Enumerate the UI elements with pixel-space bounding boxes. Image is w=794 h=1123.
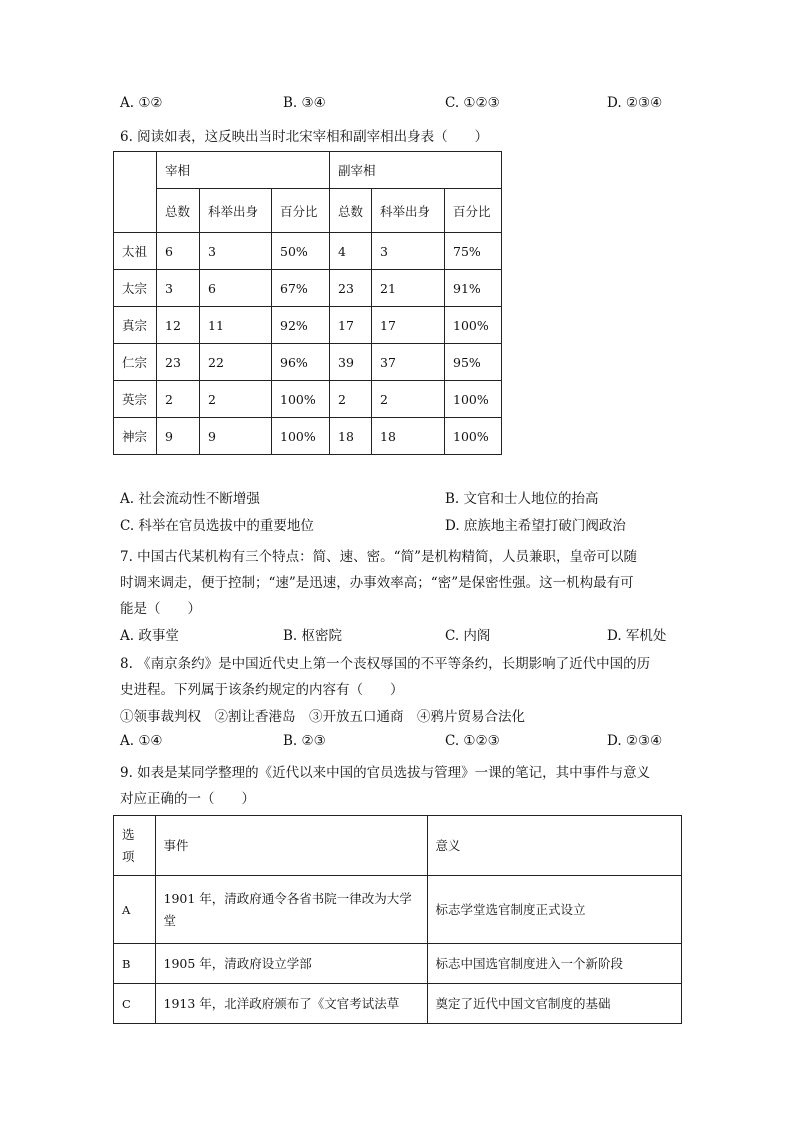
q5-option-b[interactable]: B. ③④ (283, 95, 326, 111)
table-cell: 37 (372, 344, 445, 381)
q6-option-a[interactable]: A. 社会流动性不断增强 (120, 491, 260, 507)
table-row (114, 876, 682, 944)
table-cell: 11 (200, 307, 272, 344)
q6-stem: 6. 阅读如表，这反映出当时北宋宰相和副宰相出身表（ ） (120, 129, 489, 145)
table-cell: 2 (330, 381, 372, 418)
table-cell: 3 (372, 233, 445, 270)
q9-stem-line-1: 9. 如表是某同学整理的《近代以来中国的官员选拔与管理》一课的笔记，其中事件与意义 (120, 765, 651, 781)
table-cell: 太宗 (114, 270, 157, 307)
table-cell: 4 (330, 233, 372, 270)
table-cell: 23 (330, 270, 372, 307)
table-cell: 22 (200, 344, 272, 381)
table-cell: 91% (445, 270, 502, 307)
table-header-cell: 百分比 (445, 189, 502, 233)
table-cell: 50% (272, 233, 330, 270)
table-cell: 17 (330, 307, 372, 344)
table-cell: 12 (157, 307, 200, 344)
table-cell: C (114, 984, 156, 1024)
table-cell: 2 (157, 381, 200, 418)
table-row (114, 381, 502, 418)
table-cell: 17 (372, 307, 445, 344)
table-cell: 6 (157, 233, 200, 270)
table-header-cell: 事件 (155, 816, 427, 876)
table-cell: 9 (200, 418, 272, 455)
table-cell: 95% (445, 344, 502, 381)
q8-option-c[interactable]: C. ①②③ (445, 733, 500, 749)
table-group-header: 副宰相 (330, 152, 502, 189)
table-header-cell: 选项 (114, 816, 156, 876)
q8-option-d[interactable]: D. ②③④ (607, 733, 663, 749)
table-header-cell: 科举出身 (200, 189, 272, 233)
q6-option-d[interactable]: D. 庶族地主希望打破门阀政治 (445, 518, 626, 534)
table-cell: 标志中国选官制度进入一个新阶段 (427, 944, 681, 984)
table-row (114, 816, 682, 876)
q9-table (113, 815, 682, 1024)
q7-stem-line-1: 7. 中国古代某机构有三个特点：简、速、密。“简”是机构精简，人员兼职，皇帝可以随 (120, 549, 637, 565)
q7-option-d[interactable]: D. 军机处 (607, 628, 667, 644)
table-cell: 100% (272, 418, 330, 455)
q6-table (113, 151, 502, 455)
table-row (114, 152, 502, 189)
table-row (114, 307, 502, 344)
table-cell: 1913 年，北洋政府颁布了《文官考试法草 (155, 984, 427, 1024)
table-cell: 1901 年，清政府通令各省书院一律改为大学堂 (155, 876, 427, 944)
table-cell: 18 (330, 418, 372, 455)
table-cell: 奠定了近代中国文官制度的基础 (427, 984, 681, 1024)
q6-option-b[interactable]: B. 文官和士人地位的抬高 (445, 491, 599, 507)
table-cell: 太祖 (114, 233, 157, 270)
q8-option-a[interactable]: A. ①④ (120, 733, 163, 749)
q6-option-c[interactable]: C. 科举在官员选拔中的重要地位 (120, 518, 314, 534)
table-cell: 神宗 (114, 418, 157, 455)
table-cell: 96% (272, 344, 330, 381)
table-cell: 75% (445, 233, 502, 270)
table-header-cell: 总数 (330, 189, 372, 233)
q5-option-d[interactable]: D. ②③④ (607, 95, 663, 111)
table-cell: 3 (200, 233, 272, 270)
table-group-header: 宰相 (157, 152, 330, 189)
table-cell: 100% (272, 381, 330, 418)
q7-stem-line-2: 时调来调走，便于控制；“速”是迅速，办事效率高；“密”是保密性强。这一机构最有可 (120, 575, 634, 591)
table-cell: 100% (445, 381, 502, 418)
table-row (114, 189, 502, 233)
q7-option-c[interactable]: C. 内阁 (445, 628, 491, 644)
q8-stem-line-2: 史进程。下列属于该条约规定的内容有（ ） (120, 682, 404, 698)
table-cell: 23 (157, 344, 200, 381)
table-header-cell: 科举出身 (372, 189, 445, 233)
table-cell: 2 (200, 381, 272, 418)
table-cell: 3 (157, 270, 200, 307)
table-cell: 仁宗 (114, 344, 157, 381)
table-cell: 21 (372, 270, 445, 307)
table-cell: 标志学堂选官制度正式设立 (427, 876, 681, 944)
table-row (114, 344, 502, 381)
table-cell: 9 (157, 418, 200, 455)
q7-option-a[interactable]: A. 政事堂 (120, 628, 179, 644)
table-header-cell: 总数 (157, 189, 200, 233)
table-cell: B (114, 944, 156, 984)
q7-option-b[interactable]: B. 枢密院 (283, 628, 343, 644)
q8-items: ①领事裁判权 ②割让香港岛 ③开放五口通商 ④鸦片贸易合法化 (120, 709, 525, 725)
q9-stem-line-2: 对应正确的一（ ） (120, 791, 255, 807)
q8-option-b[interactable]: B. ②③ (283, 733, 326, 749)
table-cell: 100% (445, 418, 502, 455)
table-cell: 92% (272, 307, 330, 344)
table-row (114, 233, 502, 270)
table-cell: 2 (372, 381, 445, 418)
table-cell: 1905 年，清政府设立学部 (155, 944, 427, 984)
q5-option-c[interactable]: C. ①②③ (445, 95, 500, 111)
table-cell: 英宗 (114, 381, 157, 418)
table-cell: 39 (330, 344, 372, 381)
table-cell: 67% (272, 270, 330, 307)
q7-stem-line-3: 能是（ ） (120, 601, 201, 617)
table-header-cell: 意义 (427, 816, 681, 876)
table-row (114, 984, 682, 1024)
table-cell: 18 (372, 418, 445, 455)
table-header-cell: 百分比 (272, 189, 330, 233)
table-cell: 6 (200, 270, 272, 307)
q8-stem-line-1: 8. 《南京条约》是中国近代史上第一个丧权辱国的不平等条约，长期影响了近代中国的历 (120, 656, 651, 672)
table-row (114, 270, 502, 307)
table-cell-empty (114, 152, 157, 233)
table-row (114, 944, 682, 984)
table-cell: 真宗 (114, 307, 157, 344)
table-cell: A (114, 876, 156, 944)
table-row (114, 418, 502, 455)
q5-option-a[interactable]: A. ①② (120, 95, 163, 111)
table-cell: 100% (445, 307, 502, 344)
